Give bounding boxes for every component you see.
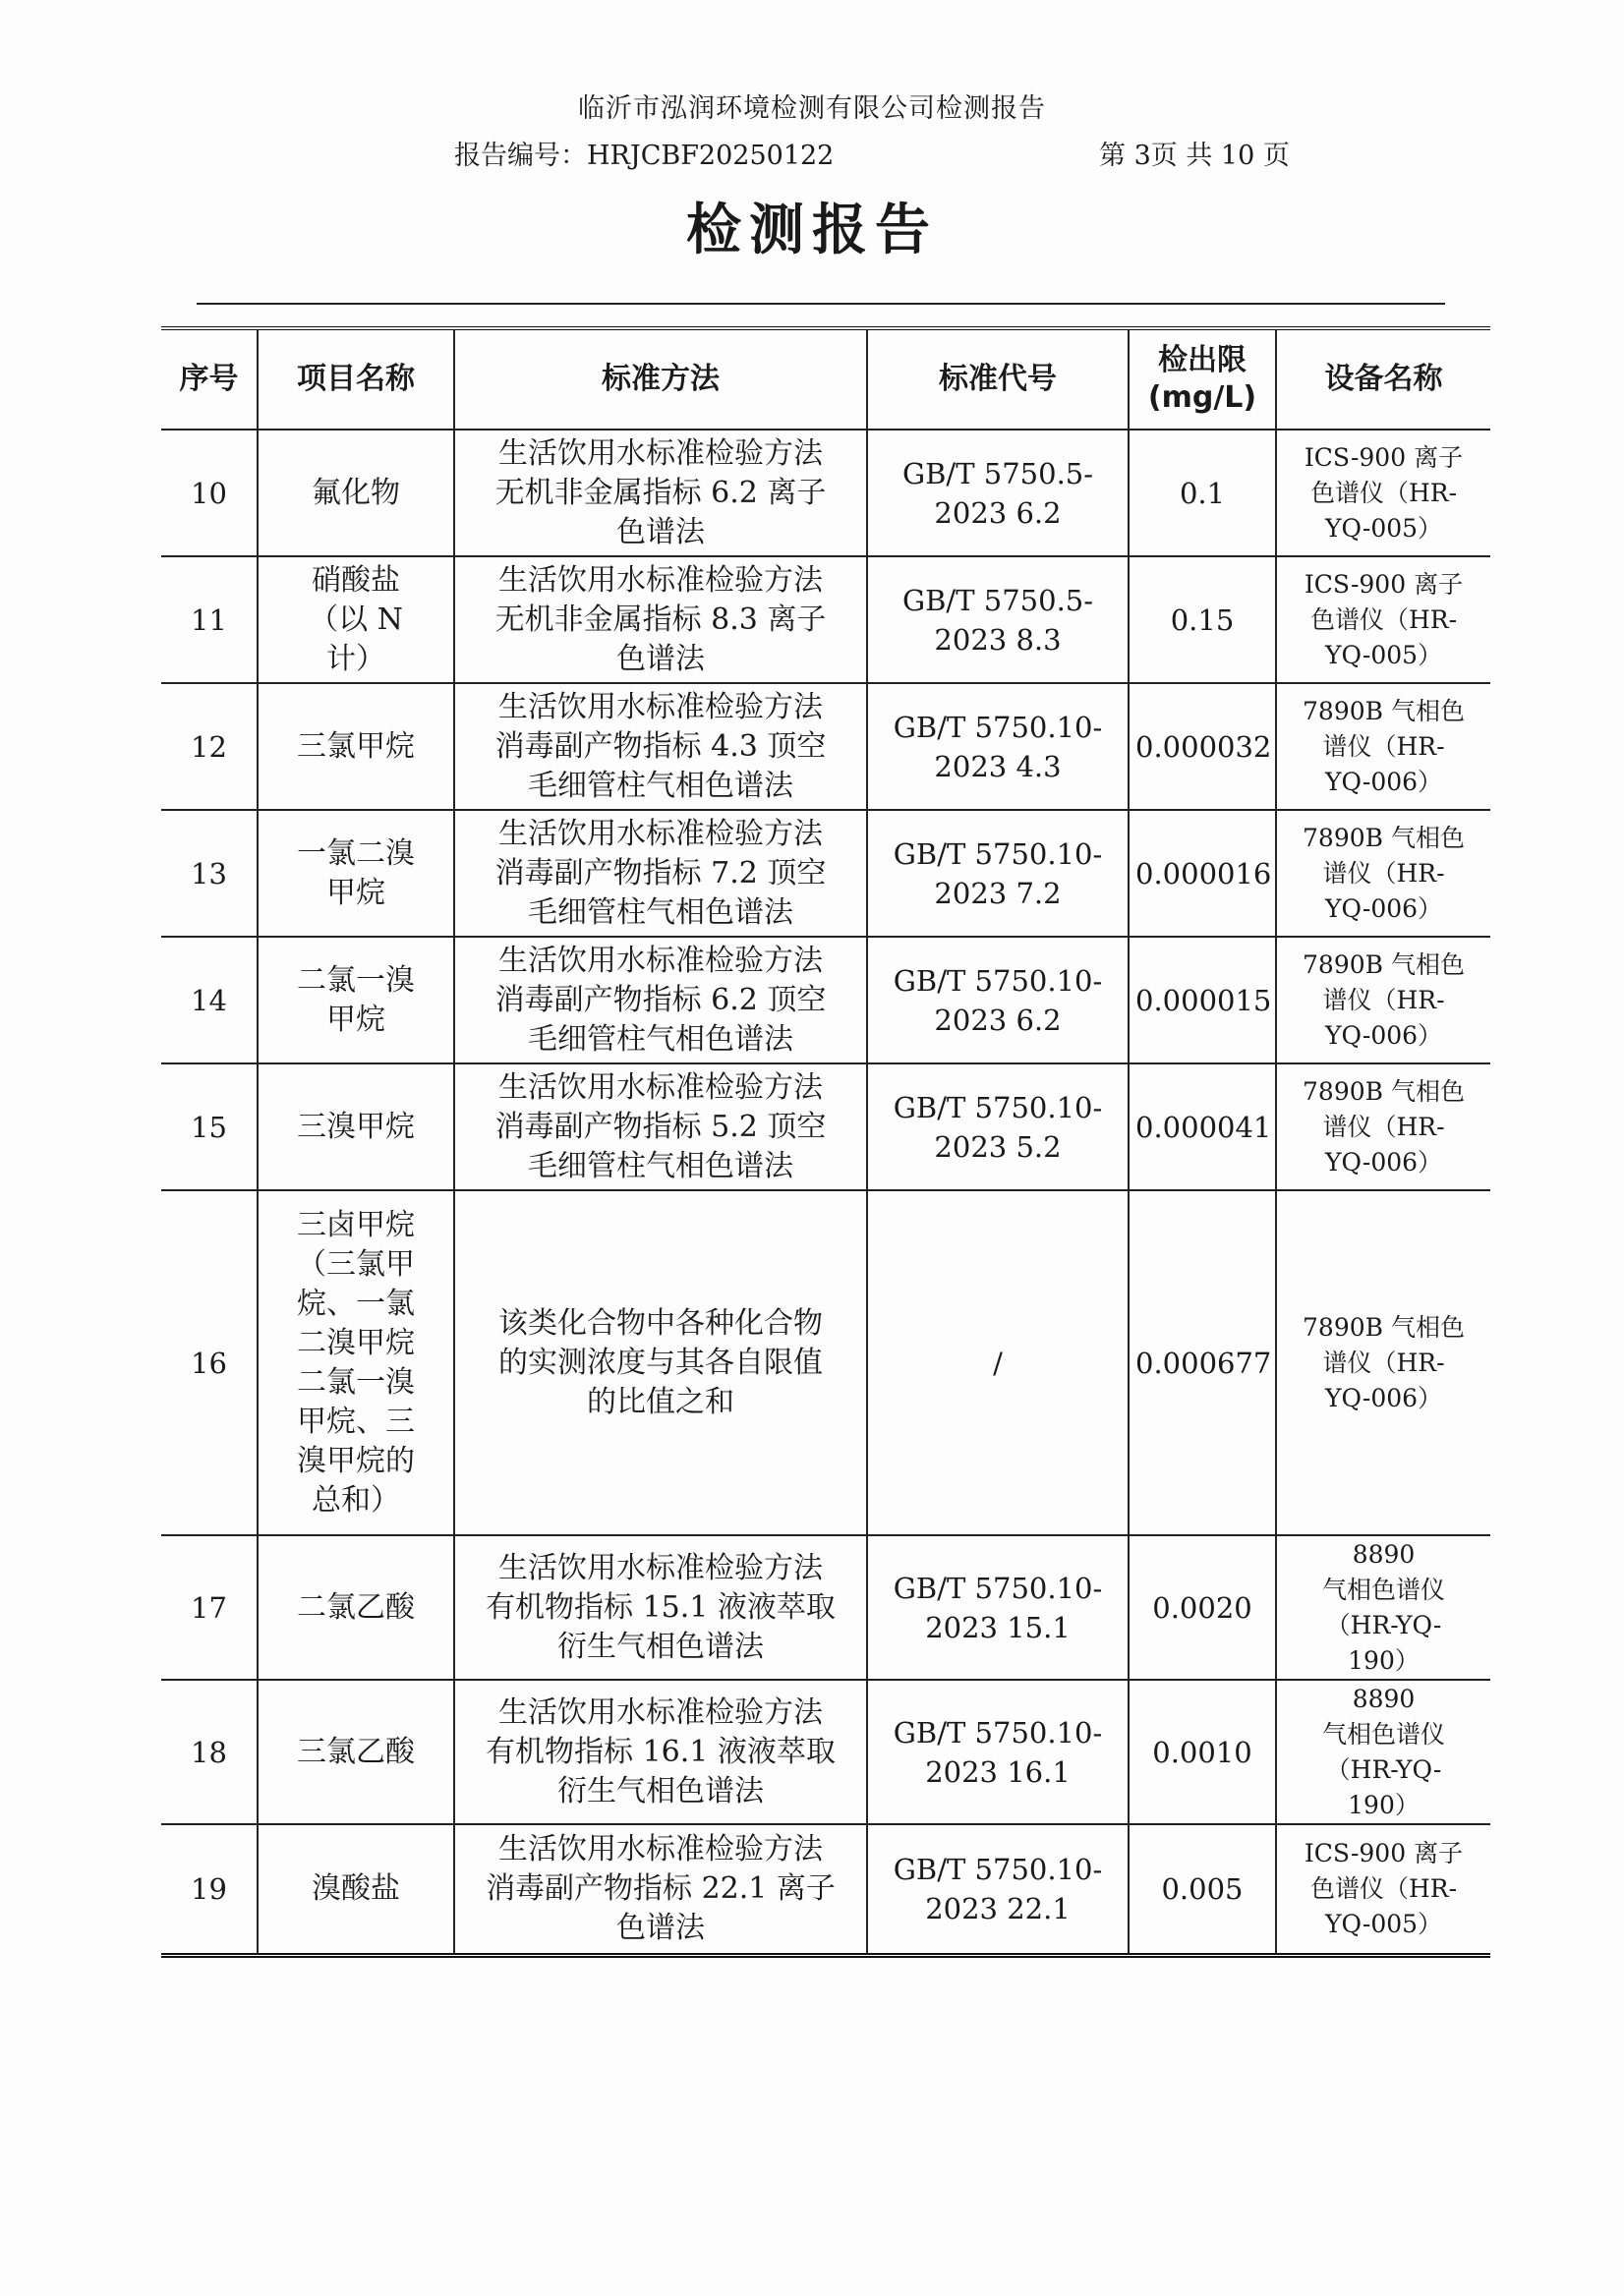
cell-code: GB/T 5750.5- 2023 8.3 — [867, 556, 1129, 683]
cell-limit: 0.000032 — [1129, 683, 1276, 810]
cell-method: 生活饮用水标准检验方法 有机物指标 16.1 液液萃取 衍生气相色谱法 — [454, 1680, 867, 1824]
cell-seq: 11 — [161, 556, 258, 683]
table-row — [161, 1063, 1490, 1190]
cell-equipment: 8890 气相色谱仪 （HR-YQ- 190） — [1276, 1680, 1490, 1824]
cell-limit: 0.000016 — [1129, 810, 1276, 937]
cell-equipment: 8890 气相色谱仪 （HR-YQ- 190） — [1276, 1535, 1490, 1680]
cell-seq: 12 — [161, 683, 258, 810]
header-code: 标准代号 — [867, 330, 1129, 430]
cell-equipment: 7890B 气相色 谱仪（HR- YQ-006） — [1276, 683, 1490, 810]
table-row — [161, 1190, 1490, 1535]
title-divider — [197, 303, 1445, 305]
table-row — [161, 1680, 1490, 1824]
cell-item: 三卤甲烷 （三氯甲 烷、一氯 二溴甲烷 二氯一溴 甲烷、三 溴甲烷的 总和） — [258, 1190, 454, 1535]
cell-limit: 0.15 — [1129, 556, 1276, 683]
cell-equipment: ICS-900 离子 色谱仪（HR- YQ-005） — [1276, 1824, 1490, 1953]
table-row — [161, 683, 1490, 810]
cell-equipment: 7890B 气相色 谱仪（HR- YQ-006） — [1276, 810, 1490, 937]
cell-method: 该类化合物中各种化合物 的实测浓度与其各自限值 的比值之和 — [454, 1190, 867, 1535]
cell-equipment: ICS-900 离子 色谱仪（HR- YQ-005） — [1276, 430, 1490, 556]
cell-seq: 15 — [161, 1063, 258, 1190]
cell-code: GB/T 5750.10- 2023 16.1 — [867, 1680, 1129, 1824]
table-row — [161, 810, 1490, 937]
cell-equipment: 7890B 气相色 谱仪（HR- YQ-006） — [1276, 937, 1490, 1063]
cell-equipment: 7890B 气相色 谱仪（HR- YQ-006） — [1276, 1063, 1490, 1190]
cell-seq: 18 — [161, 1680, 258, 1824]
cell-limit: 0.005 — [1129, 1824, 1276, 1953]
header-item: 项目名称 — [258, 330, 454, 430]
company-header: 临沂市泓润环境检测有限公司检测报告 — [578, 93, 1046, 124]
cell-seq: 10 — [161, 430, 258, 556]
cell-limit: 0.1 — [1129, 430, 1276, 556]
cell-seq: 19 — [161, 1824, 258, 1953]
table-header-row — [161, 330, 1490, 430]
cell-item: 二氯乙酸 — [258, 1535, 454, 1680]
cell-code: / — [867, 1190, 1129, 1535]
page-number: 第 3页 共 10 页 — [1099, 141, 1290, 171]
cell-limit: 0.000015 — [1129, 937, 1276, 1063]
cell-method: 生活饮用水标准检验方法 消毒副产物指标 4.3 顶空 毛细管柱气相色谱法 — [454, 683, 867, 810]
cell-item: 二氯一溴 甲烷 — [258, 937, 454, 1063]
cell-method: 生活饮用水标准检验方法 无机非金属指标 6.2 离子 色谱法 — [454, 430, 867, 556]
header-equipment: 设备名称 — [1276, 330, 1490, 430]
cell-method: 生活饮用水标准检验方法 消毒副产物指标 6.2 顶空 毛细管柱气相色谱法 — [454, 937, 867, 1063]
cell-item: 一氯二溴 甲烷 — [258, 810, 454, 937]
cell-item: 三氯甲烷 — [258, 683, 454, 810]
cell-code: GB/T 5750.10- 2023 5.2 — [867, 1063, 1129, 1190]
cell-limit: 0.000677 — [1129, 1190, 1276, 1535]
cell-method: 生活饮用水标准检验方法 有机物指标 15.1 液液萃取 衍生气相色谱法 — [454, 1535, 867, 1680]
cell-seq: 17 — [161, 1535, 258, 1680]
header-seq: 序号 — [161, 330, 258, 430]
cell-seq: 14 — [161, 937, 258, 1063]
cell-method: 生活饮用水标准检验方法 消毒副产物指标 22.1 离子 色谱法 — [454, 1824, 867, 1953]
report-number: 报告编号：HRJCBF20250122 — [454, 141, 835, 171]
cell-code: GB/T 5750.10- 2023 4.3 — [867, 683, 1129, 810]
table-row — [161, 1535, 1490, 1680]
cell-method: 生活饮用水标准检验方法 消毒副产物指标 7.2 顶空 毛细管柱气相色谱法 — [454, 810, 867, 937]
table-row — [161, 1824, 1490, 1953]
header-method: 标准方法 — [454, 330, 867, 430]
cell-seq: 13 — [161, 810, 258, 937]
cell-equipment: 7890B 气相色 谱仪（HR- YQ-006） — [1276, 1190, 1490, 1535]
cell-code: GB/T 5750.10- 2023 15.1 — [867, 1535, 1129, 1680]
cell-code: GB/T 5750.10- 2023 6.2 — [867, 937, 1129, 1063]
cell-limit: 0.0020 — [1129, 1535, 1276, 1680]
cell-item: 三溴甲烷 — [258, 1063, 454, 1190]
cell-item: 溴酸盐 — [258, 1824, 454, 1953]
cell-code: GB/T 5750.5- 2023 6.2 — [867, 430, 1129, 556]
table-row — [161, 430, 1490, 556]
cell-limit: 0.000041 — [1129, 1063, 1276, 1190]
cell-seq: 16 — [161, 1190, 258, 1535]
results-table — [161, 330, 1490, 1953]
results-table-frame — [161, 326, 1490, 1958]
report-title: 检测报告 — [686, 199, 938, 262]
cell-code: GB/T 5750.10- 2023 22.1 — [867, 1824, 1129, 1953]
table-row — [161, 937, 1490, 1063]
cell-code: GB/T 5750.10- 2023 7.2 — [867, 810, 1129, 937]
cell-equipment: ICS-900 离子 色谱仪（HR- YQ-005） — [1276, 556, 1490, 683]
table-row — [161, 556, 1490, 683]
header-limit: 检出限 (mg/L) — [1129, 330, 1276, 430]
cell-limit: 0.0010 — [1129, 1680, 1276, 1824]
cell-method: 生活饮用水标准检验方法 消毒副产物指标 5.2 顶空 毛细管柱气相色谱法 — [454, 1063, 867, 1190]
cell-method: 生活饮用水标准检验方法 无机非金属指标 8.3 离子 色谱法 — [454, 556, 867, 683]
cell-item: 三氯乙酸 — [258, 1680, 454, 1824]
cell-item: 氟化物 — [258, 430, 454, 556]
cell-item: 硝酸盐 （以 N 计） — [258, 556, 454, 683]
